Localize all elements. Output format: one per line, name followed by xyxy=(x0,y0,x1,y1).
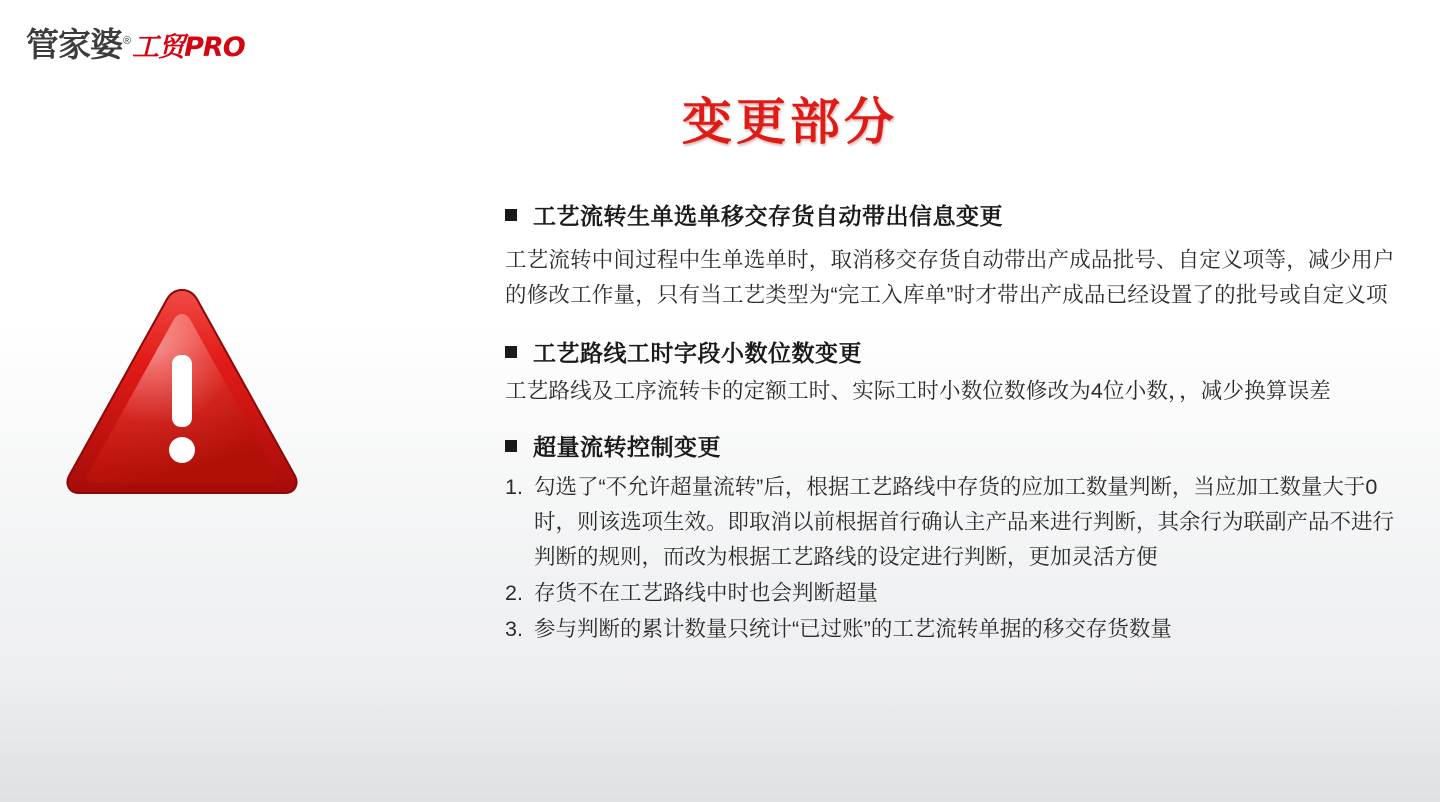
warning-triangle-svg xyxy=(62,280,302,505)
list-item-number: 2. xyxy=(505,581,523,605)
section-3-heading-text: 超量流转控制变更 xyxy=(533,434,721,460)
logo-product-text: 工贸PRO xyxy=(132,32,245,63)
exclamation-dot xyxy=(169,437,195,463)
section-2-heading-text: 工艺路线工时字段小数位数变更 xyxy=(533,340,862,366)
list-item xyxy=(505,576,1410,611)
exclamation-bar xyxy=(172,355,192,427)
section-1 xyxy=(505,198,1410,313)
logo-registered-mark: ® xyxy=(123,35,132,47)
list-item-number: 1. xyxy=(505,475,523,499)
section-1-heading xyxy=(505,198,1410,231)
section-2 xyxy=(505,335,1410,409)
square-bullet-icon xyxy=(505,346,517,358)
section-1-body: 工艺流转中间过程中生单选单时，取消移交存货自动带出产成品批号、自定义项等，减少用户的修改工作量，只有当工艺类型为“完工入库单”时才带出产成品已经设置了的批号或自定义项 xyxy=(505,248,1395,307)
page-title xyxy=(0,82,1440,154)
square-bullet-icon xyxy=(505,209,517,221)
list-item-text: 勾选了“不允许超量流转”后，根据工艺路线中存货的应加工数量判断，当应加工数量大于0时，则该选项生效。即取消以前根据首行确认主产品来进行判断，其余行为联副产品不进行判断的规则，而改为根据工艺路线的设定进行判断，更加灵活方便 xyxy=(534,475,1395,569)
section-3-heading xyxy=(505,429,1410,462)
list-item-text: 参与判断的累计数量只统计“已过账”的工艺流转单据的移交存货数量 xyxy=(534,617,1172,641)
page-title-text: 变更部分 xyxy=(682,93,898,151)
brand-logo xyxy=(26,25,245,64)
list-item-number: 3. xyxy=(505,617,523,641)
section-3 xyxy=(505,429,1410,647)
list-item xyxy=(505,612,1410,647)
section-1-heading-text: 工艺流转生单选单移交存货自动带出信息变更 xyxy=(533,203,1003,229)
warning-icon xyxy=(62,280,302,505)
content-area xyxy=(505,198,1410,655)
section-2-body: 工艺路线及工序流转卡的定额工时、实际工时小数位数修改为4位小数，，减少换算误差 xyxy=(505,379,1332,403)
list-item-text: 存货不在工艺路线中时也会判断超量 xyxy=(534,581,879,605)
section-3-list xyxy=(505,470,1410,647)
square-bullet-icon xyxy=(505,440,517,452)
section-2-heading xyxy=(505,335,1410,368)
list-item xyxy=(505,470,1410,575)
logo-chinese-text: 管家婆 xyxy=(26,25,122,64)
